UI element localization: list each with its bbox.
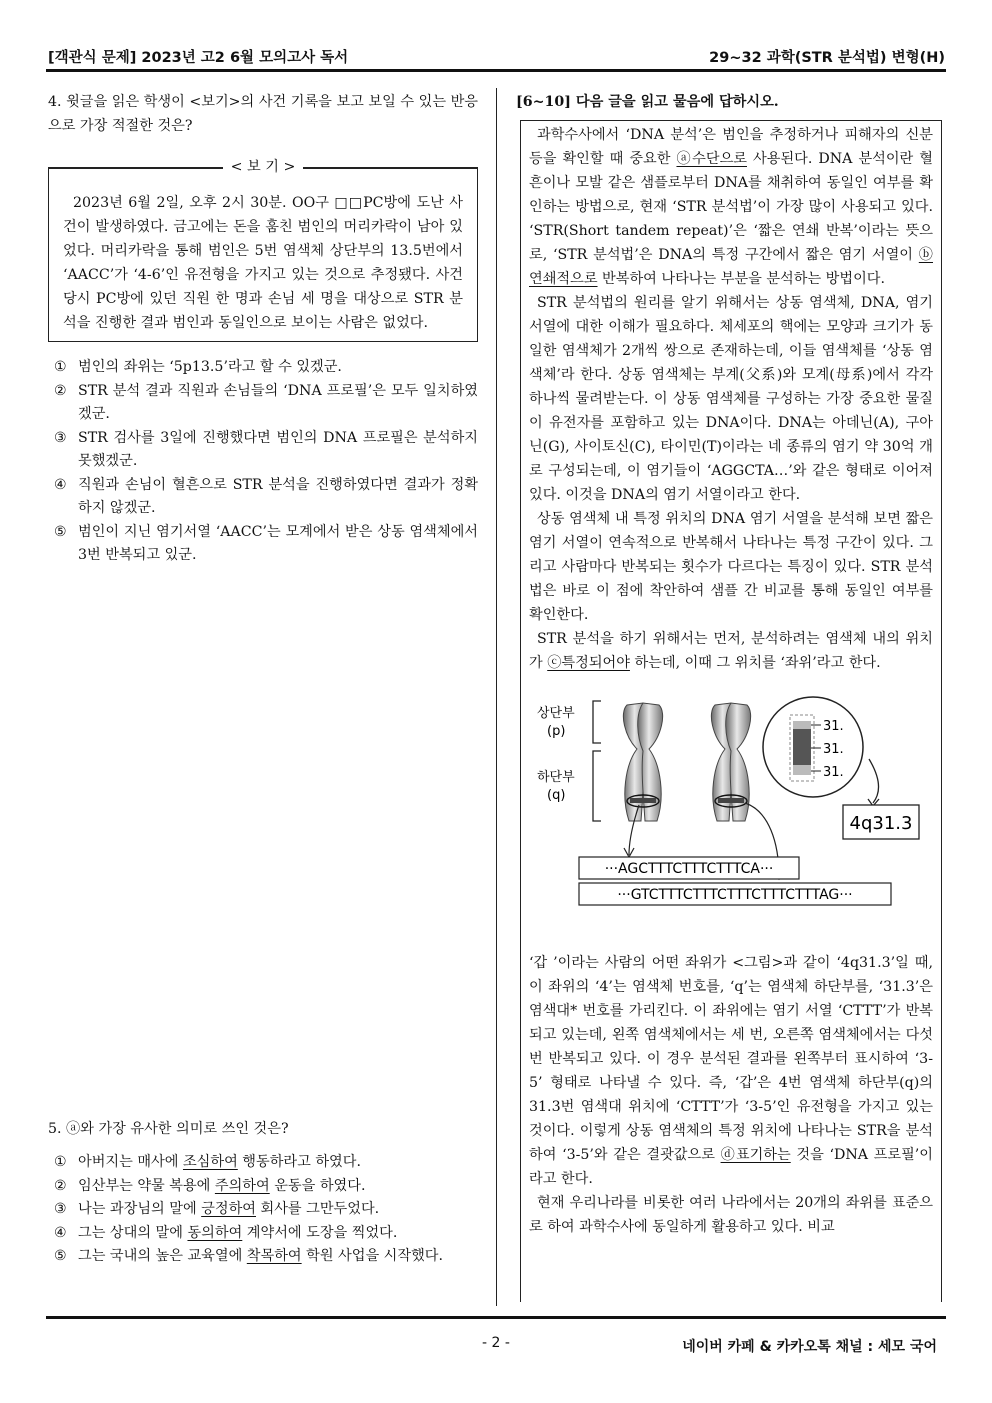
chromosome-figure bbox=[529, 693, 933, 941]
header-left: [객관식 문제] 2023년 고2 6월 모의고사 독서 bbox=[48, 50, 349, 66]
top-rule bbox=[46, 69, 946, 72]
passage-paragraph-6: 현재 우리나라를 비롯한 여러 나라에서는 20개의 좌위를 표준으로 하여 과학수사에 동일하게 활용하고 있다. 비교 bbox=[529, 1195, 933, 1235]
label-upper-p: (p) bbox=[547, 724, 566, 739]
locus-label: 4q31.3 bbox=[849, 813, 913, 834]
label-lower-q: (q) bbox=[547, 788, 566, 803]
magnified-band bbox=[763, 697, 879, 806]
passage-paragraph-2: STR 분석법의 원리를 알기 위해서는 상동 염색체, DNA, 염기 서열에 대한 이해가 필요하다. 체세포의 핵에는 모양과 크기가 동일한 염색체가 2개씩 쌍으로 존재하는데, 이들 염색체를 ‘상동 염색체’라 한다. 상동 염색체는 부계(父系)와 모계(母系)에서 각각 하나씩 물려받는다. 이 상동 염색체를 구성하는 가장 중요한 물질이 유전자를 포함하고 있는 DNA이다. DNA는 아데닌(A), 구아닌(G), 사이토신(C), 타이민(T)이라는 네 종류의 염기 약 30억 개로 구성되는데, 이 염기들이 ‘AGGCTA…’와 같은 형태로 이어져 있다. 이것을 DNA의 염기 서열이라고 한다. bbox=[529, 295, 933, 503]
passage-instruction: [6~10] 다음 글을 읽고 물음에 답하시오. bbox=[516, 94, 779, 110]
bottom-rule bbox=[46, 1316, 946, 1319]
q5-option-5[interactable]: ⑤ 그는 국내의 높은 교육열에 착목하여 학원 사업을 시작했다. bbox=[54, 1248, 444, 1264]
band-label-1: 31. bbox=[823, 719, 844, 734]
footer-channel: 네이버 카페 & 카카오톡 채널 : 세모 국어 bbox=[682, 1339, 937, 1355]
page-number: - 2 - bbox=[482, 1335, 510, 1351]
q4-option-2[interactable]: ② STR 분석 결과 직원과 손님들의 ‘DNA 프로필’은 모두 일치하였겠군. bbox=[54, 382, 478, 422]
passage-paragraph-4: STR 분석을 하기 위해서는 먼저, 분석하려는 염색체 내의 위치가 ⓒ특정되어야 하는데, 이때 그 위치를 ‘좌위’라고 한다. bbox=[529, 631, 933, 671]
passage-paragraph-3: 상동 염색체 내 특정 위치의 DNA 염기 서열을 분석해 보면 짧은 염기 서열이 연속적으로 반복해서 나타나는 특정 구간이 있다. 그리고 사람마다 반복되는 횟수가 다르다는 특징이 있다. STR 분석법은 바로 이 점에 착안하여 샘플 간 비교를 통해 동일인 여부를 확인한다. bbox=[529, 511, 933, 623]
q5-option-3[interactable]: ③ 나는 과장님의 말에 긍정하여 회사를 그만두었다. bbox=[54, 1201, 380, 1217]
passage-paragraph-5: ‘갑 ’이라는 사람의 어떤 좌위가 <그림>과 같이 ‘4q31.3’일 때, 이 좌위의 ‘4’는 염색체 번호를, ‘q’는 염색체 하단부를, ‘31.3’은 염색대* 번호를 가리킨다. 이 좌위에는 염기 서열 ‘CTTT’가 반복되고 있는데, 왼쪽 염색체에서는 세 번, 오른쪽 염색체에서는 다섯 번 반복되고 있다. 이 경우 분석된 결과를 왼쪽부터 표시하여 ‘3-5’ 형태로 나타낼 수 있다. 즉, ‘갑’은 4번 염색체 하단부(q)의 31.3번 염색대 위치에 ‘CTTT’가 ‘3-5’인 유전형을 가지고 있는 것이다. 이렇게 상동 염색체의 특정 위치에 나타나는 STR을 분석하여 ‘3-5’와 같은 결괏값으로 ⓓ표기하는 것을 ‘DNA 프로필’이라고 한다. bbox=[529, 955, 933, 1187]
chromosome-right bbox=[711, 703, 750, 821]
bogi-title: < 보 기 > bbox=[223, 156, 304, 178]
q4-stem: 4. 윗글을 읽은 학생이 <보기>의 사건 기록을 보고 보일 수 있는 반응으로 가장 적절한 것은? bbox=[48, 94, 478, 134]
band-label-2: 31. bbox=[823, 742, 844, 757]
question-4 bbox=[48, 90, 478, 568]
q5-option-4[interactable]: ④ 그는 상대의 말에 동의하여 계약서에 도장을 찍었다. bbox=[54, 1224, 398, 1241]
band-label-3: 31. bbox=[823, 765, 844, 780]
passage-header bbox=[516, 90, 946, 120]
sequence-1: ···AGCTTTCTTTCTTTCA··· bbox=[604, 861, 774, 877]
label-lower: 하단부 bbox=[537, 770, 575, 785]
q5-stem: 5. ⓐ와 가장 유사한 의미로 쓰인 것은? bbox=[48, 1121, 289, 1137]
q4-option-1[interactable]: ① 범인의 좌위는 ‘5p13.5’라고 할 수 있겠군. bbox=[54, 359, 342, 375]
q5-option-1[interactable]: ① 아버지는 매사에 조심하여 행동하라고 하였다. bbox=[54, 1154, 361, 1170]
question-5 bbox=[48, 1117, 478, 1269]
bogi-box bbox=[48, 159, 478, 342]
q4-option-4[interactable]: ④ 직원과 손님이 혈흔으로 STR 분석을 진행하였다면 결과가 정확하지 않겠군. bbox=[54, 476, 478, 516]
passage-box bbox=[520, 120, 942, 1302]
bogi-text: 2023년 6월 2일, 오후 2시 30분. OO구 □□PC방에 도난 사건이 발생하였다. 금고에는 돈을 훔친 범인의 머리카락이 남아 있었다. 머리카락을 통해 범인은 5번 염색체 상단부의 13.5번에서 ‘AACC’가 ‘4-6’인 유전형을 가지고 있는 것으로 추정됐다. 사건 당시 PC방에 있던 직원 한 명과 손님 세 명을 대상으로 STR 분석을 진행한 결과 범인과 동일인으로 보이는 사람은 없었다. bbox=[48, 168, 478, 342]
q4-options bbox=[48, 356, 478, 568]
label-upper: 상단부 bbox=[537, 706, 575, 721]
chromosome-left bbox=[623, 703, 662, 821]
chromosome-diagram bbox=[529, 693, 933, 941]
passage-paragraph-1: 과학수사에서 ‘DNA 분석’은 범인을 추정하거나 피해자의 신분 등을 확인할 때 중요한 ⓐ수단으로 사용된다. DNA 분석이란 혈흔이나 모발 같은 샘플로부터 DNA를 채취하여 동일인 여부를 확인하는 방법으로, 현재 ‘STR 분석법’이 가장 많이 사용되고 있다. ‘STR(Short tandem repeat)’은 ‘짧은 연쇄 반복’이라는 뜻으로, ‘STR 분석법’은 DNA의 특정 구간에서 짧은 염기 서열이 ⓑ연쇄적으로 반복하여 나타나는 부분을 분석하는 방법이다. bbox=[529, 127, 934, 287]
q4-option-3[interactable]: ③ STR 검사를 3일에 진행했다면 범인의 DNA 프로필은 분석하지 못했겠군. bbox=[54, 429, 478, 469]
q5-option-2[interactable]: ② 임산부는 약물 복용에 주의하여 운동을 하였다. bbox=[54, 1177, 366, 1194]
column-divider bbox=[496, 88, 497, 1306]
bogi-title-bar bbox=[48, 156, 478, 178]
sequence-2: ···GTCTTTCTTTCTTTCTTTCTTTAG··· bbox=[617, 887, 853, 903]
q4-option-5[interactable]: ⑤ 범인이 지닌 염기서열 ‘AACC’는 모계에서 받은 상동 염색체에서 3번 반복되고 있군. bbox=[54, 523, 478, 563]
header-right: 29~32 과학(STR 분석법) 변형(H) bbox=[709, 50, 945, 66]
